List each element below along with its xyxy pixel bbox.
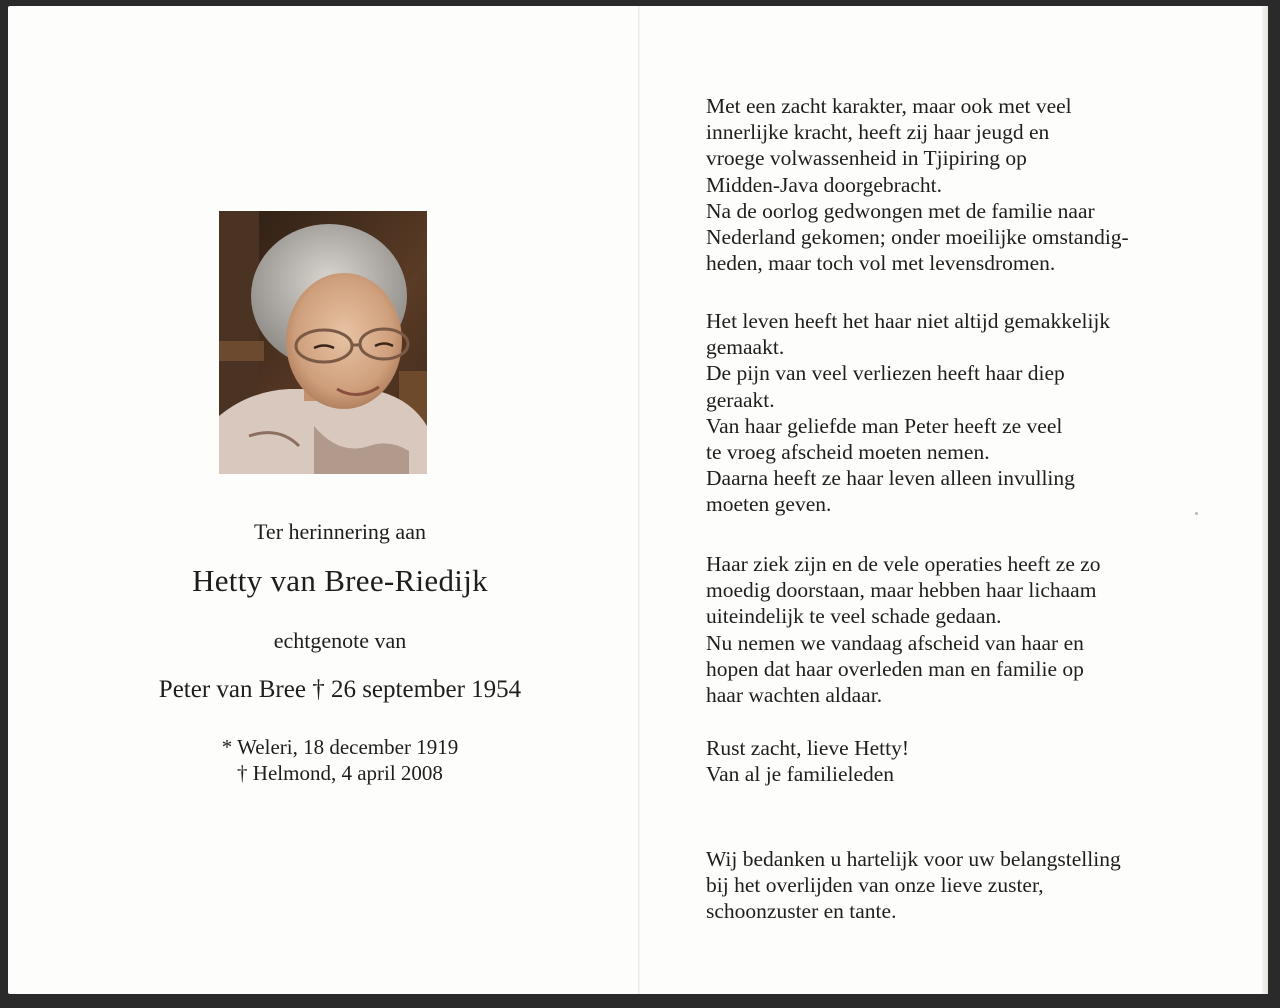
text-line: bij het overlijden van onze lieve zuster, (706, 873, 1044, 898)
card-edge (1262, 6, 1268, 994)
text-line: heden, maar toch vol met levensdromen. (706, 251, 1056, 276)
text-line: innerlijke kracht, heeft zij haar jeugd en (706, 120, 1050, 145)
text-line: haar wachten aldaar. (706, 683, 883, 708)
text-line: moeten geven. (706, 492, 832, 517)
text-line: Daarna heeft ze haar leven alleen invulling (706, 466, 1075, 491)
paragraph-5 (706, 846, 1226, 925)
card-fold (638, 6, 640, 994)
text-line: De pijn van veel verliezen heeft haar diep (706, 361, 1065, 386)
paragraph-1 (706, 93, 1226, 276)
paragraph-4 (706, 735, 1226, 787)
paragraph-3 (706, 551, 1226, 708)
spouse-line: Peter van Bree † 26 september 1954 (158, 676, 522, 703)
text-line: geraakt. (706, 387, 775, 412)
text-line: gemaakt. (706, 335, 785, 360)
text-line: hopen dat haar overleden man en familie op (706, 656, 1084, 681)
text-line: Haar ziek zijn en de vele operaties heeft ze zo (706, 552, 1101, 576)
text-line: Midden-Java doorgebracht. (706, 172, 943, 197)
birth-line: * Weleri, 18 december 1919 (221, 735, 459, 759)
text-line: te vroeg afscheid moeten nemen. (706, 440, 990, 465)
text-line: Na de oorlog gedwongen met de familie naar (706, 198, 1095, 223)
relation-text: echtgenote van (273, 628, 407, 653)
deceased-name: Hetty van Bree-Riedijk (192, 563, 488, 598)
text-line: moedig doorstaan, maar hebben haar lichaam (706, 578, 1097, 603)
text-line: Met een zacht karakter, maar ook met veel (706, 94, 1072, 118)
intro-text: Ter herinnering aan (254, 519, 426, 544)
text-line: Rust zacht, lieve Hetty! (706, 736, 909, 760)
text-line: schoonzuster en tante. (706, 899, 897, 924)
text-line: Van haar geliefde man Peter heeft ze veel (706, 413, 1063, 438)
text-line: Nederland gekomen; onder moeilijke omstandig- (706, 225, 1129, 250)
text-line: Nu nemen we vandaag afscheid van haar en (706, 630, 1084, 655)
text-line: Van al je familieleden (706, 762, 895, 787)
paragraph-2 (706, 308, 1226, 518)
death-line: † Helmond, 4 april 2008 (237, 761, 443, 785)
text-line: uiteindelijk te veel schade gedaan. (706, 604, 1002, 629)
text-line: vroege volwassenheid in Tjipiring op (706, 146, 1027, 171)
text-line: Wij bedanken u hartelijk voor uw belangstelling (706, 847, 1121, 871)
portrait-photo (219, 211, 427, 474)
text-line: Het leven heeft het haar niet altijd gemakkelijk (706, 309, 1111, 333)
